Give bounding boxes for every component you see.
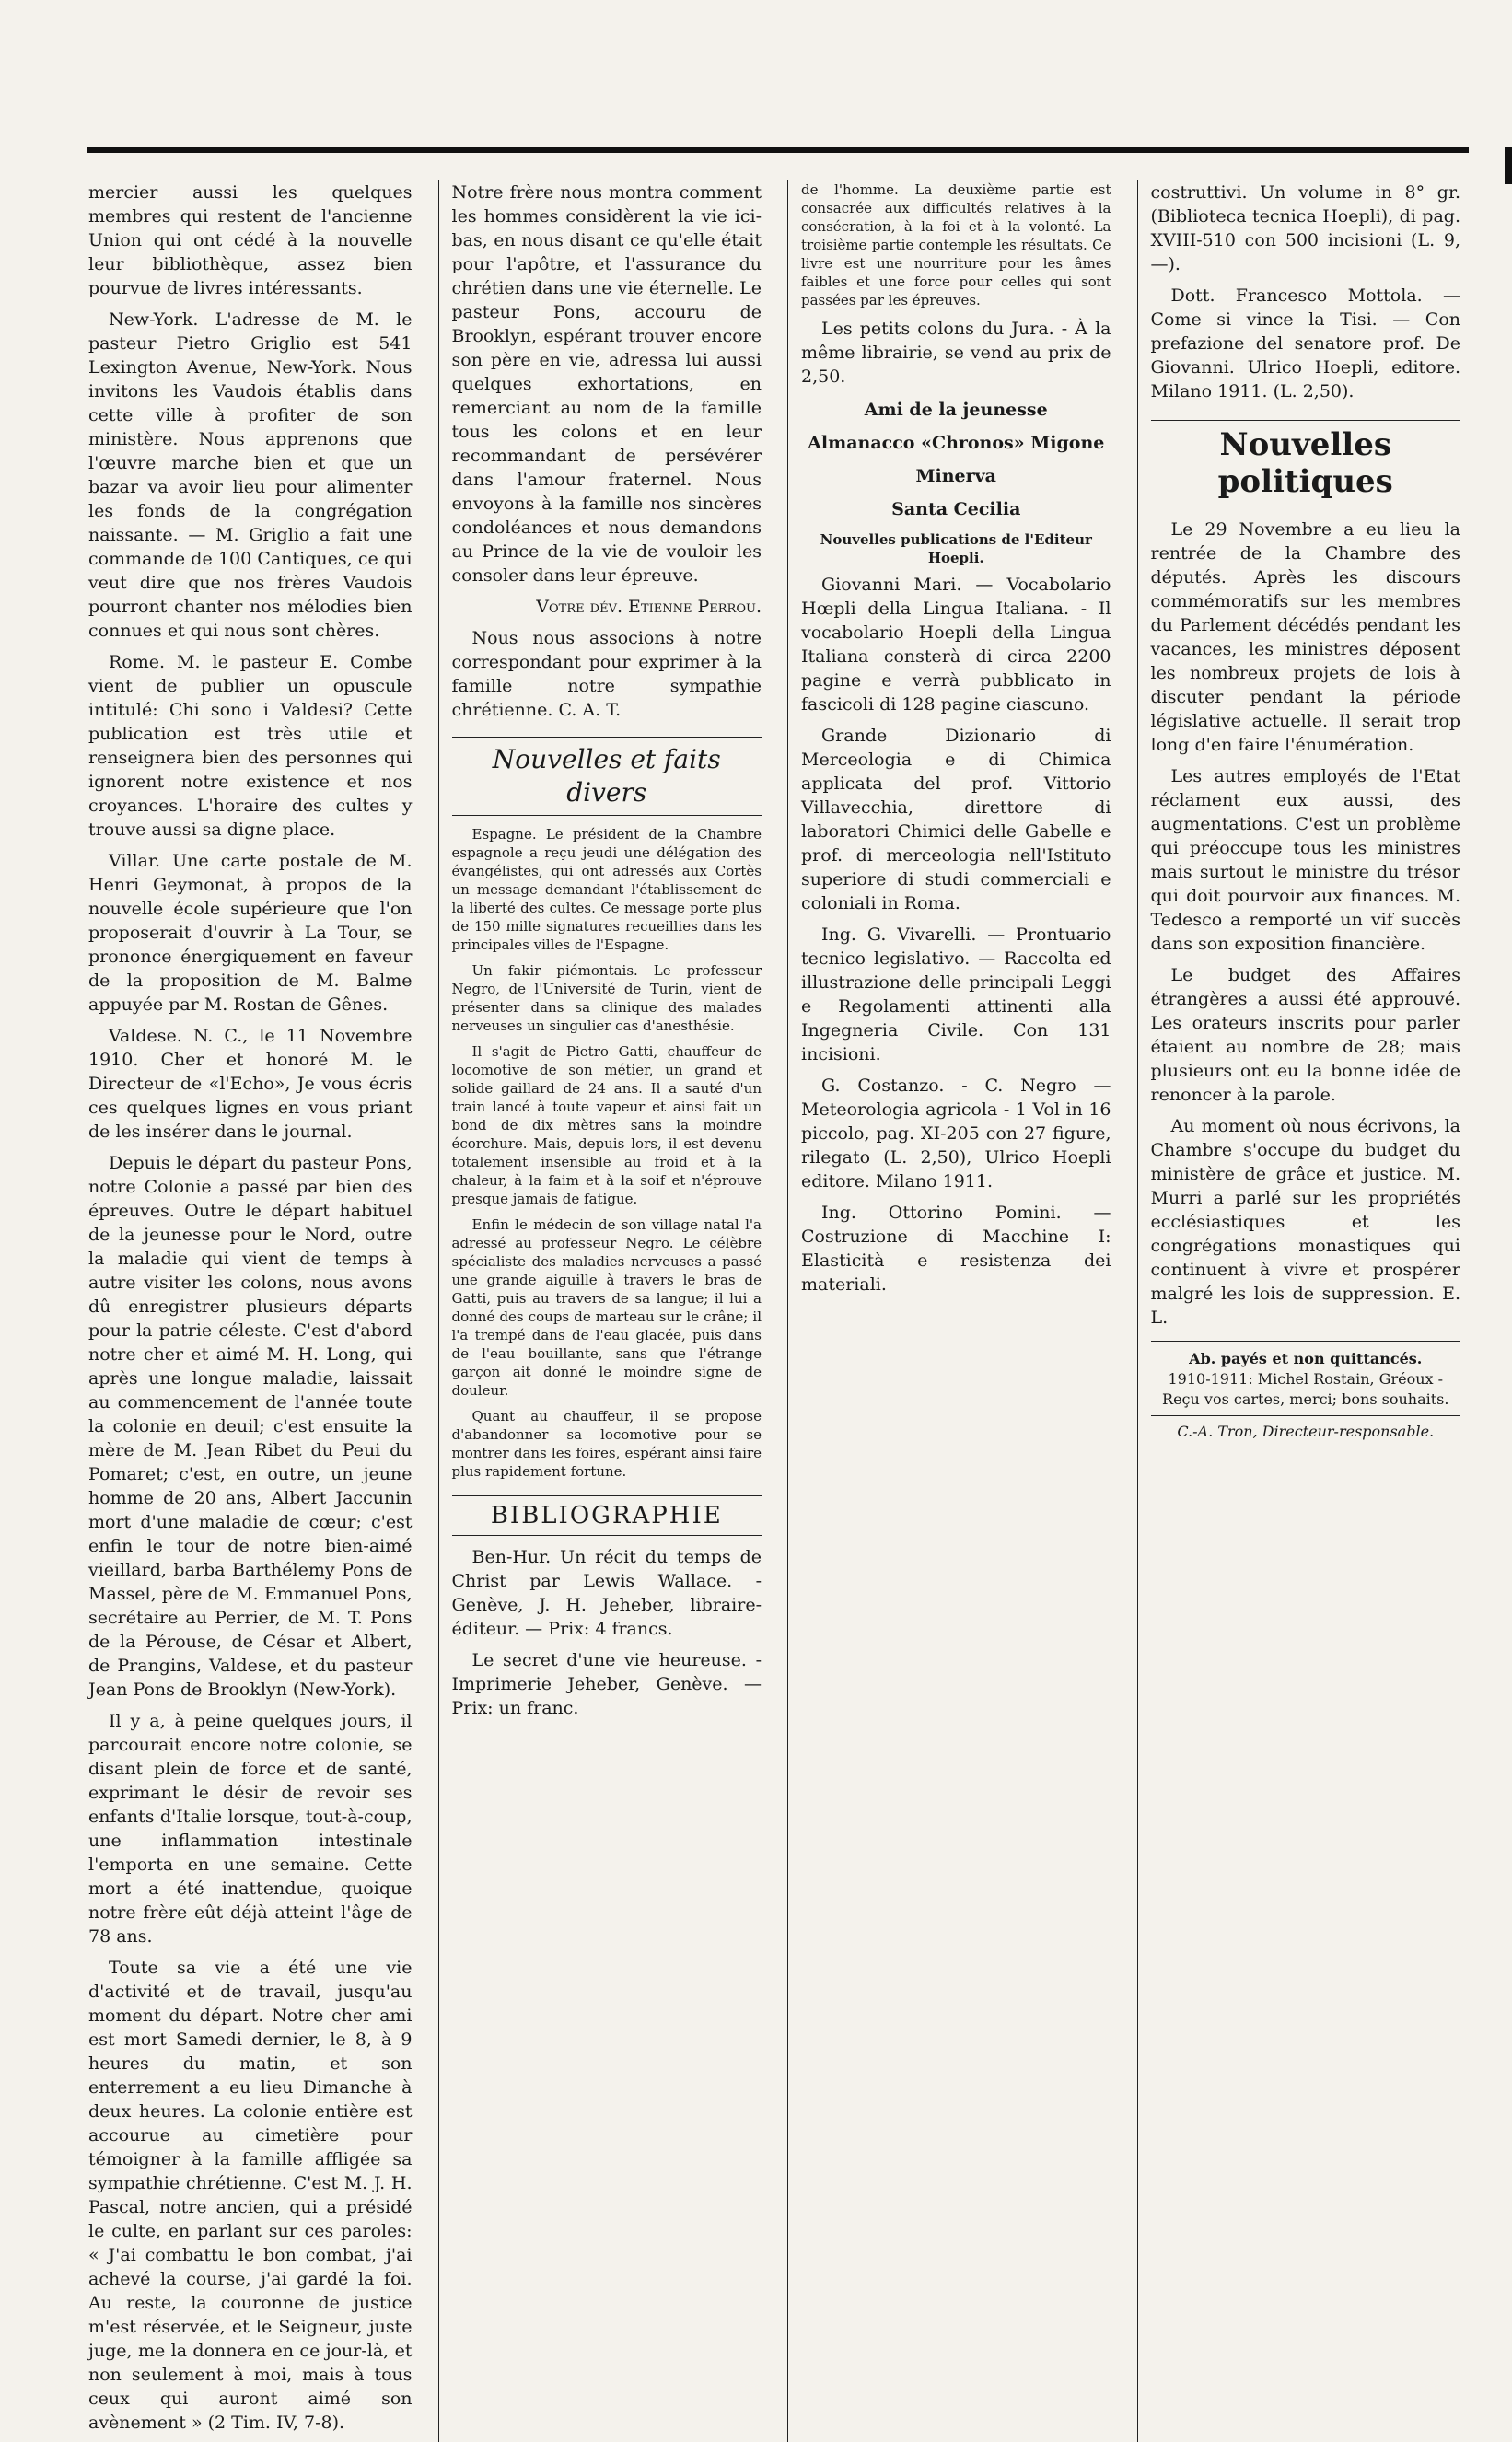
news-villar: Villar. Une carte postale de M. Henri Geymonat, à propos de la nouvelle école supérieure que l'on proposerait d'ouvrir à La Tour, se prononce énergiquement en faveur de la proposition de M. Balme appuyée par M. Rostan de Gênes. — [88, 851, 413, 1015]
book-entry: Grande Dizionario di Merceologia e di Chimica applicata del prof. Vittorio Villavecchia, direttore di laboratori Chimici delle Gabelle e prof. di merceologia nell'Istituto superiore di studi commerciali e coloniali in Roma. — [801, 726, 1111, 913]
letter-signature: Votre dév. Etienne Perrou. — [536, 597, 762, 617]
article-paragraph: mercier aussi les quelques membres qui restent de l'ancienne Union qui ont cédé à la nouvelle leur bibliothèque, assez bien pourvue de livres intéressants. — [88, 182, 413, 298]
letter-paragraph: Toute sa vie a été une vie d'activité et de travail, jusqu'au moment du départ. Notre cher ami est mort Samedi dernier, le 8, à 9 heures du matin, et son enterrement a eu lieu Dimanche à deux heures. La colonie entière est accourue au cimetière pour témoigner à la famille affligée sa sympathie chrétienne. C'est M. J. H. Pascal, notre ancien, qui a présidé le culte, en parlant sur ces paroles: « J'ai combattu le bon combat, j'ai achevé la course, j'ai gardé la foi. Au reste, la couronne de justice m'est réservée, et le Seigneur, juste juge, me la donnera en ce jour-là, et non seulement à moi, mais à tous ceux qui auront aimé son avènement » (2 Tim. IV, 7-8). — [88, 1958, 413, 2433]
footer-note: 1910-1911: Michel Rostain, Gréoux - Reçu vos cartes, merci; bons souhaits. — [1162, 1370, 1449, 1408]
periodical-title: Santa Cecilia — [891, 499, 1021, 519]
politics-paragraph: Le 29 Novembre a eu lieu la rentrée de la Chambre des députés. Après les discours commémoratifs sur les membres du Parlement décédés pendant les vacances, les ministres déposent les nombreux projets de lois à discuter pendant la période législative actuelle. Il serait trop long d'en faire l'énumération. — [1150, 519, 1460, 755]
director-signature: C.-A. Tron, Directeur-responsable. — [1151, 1415, 1461, 1442]
politics-paragraph: Les autres employés de l'Etat réclament eux aussi, des augmentations. C'est un problème qui préoccupe tous les ministres mais surtout le ministre du trésor qui doit pourvoir aux finances. M. Tedesco a remporté un vif succès dans son exposition financière. — [1150, 766, 1460, 954]
book-entry: Ben-Hur. Un récit du temps de Christ par Lewis Wallace. - Genève, J. H. Jeheber, libraire-éditeur. — Prix: 4 francs. — [451, 1547, 762, 1639]
book-description: de l'homme. La deuxième partie est consacrée aux difficultés relatives à la consécration, à la foi et à la volonté. La troisième partie contemple les résultats. Ce livre est une nourriture pour les âmes faibles et une force pour celles qui sont passées par les épreuves. — [801, 181, 1111, 308]
letter-paragraph: Depuis le départ du pasteur Pons, notre Colonie a passé par bien des épreuves. Outre le départ habituel de la jeunesse pour le Nord, outre la maladie qui vient de temps à autre visiter les colons, nous avons dû enregistrer plusieurs départs pour la patrie céleste. C'est d'abord notre cher et aimé M. H. Long, qui après une longue maladie, laissait au commencement de l'année toute la colonie en deuil; c'est ensuite la mère de M. Jean Ribet du Peui du Pomaret; c'est, en outre, un jeune homme de 20 ans, Albert Jaccunin mort d'une maladie de cœur; c'est enfin le tour de notre bien-aimé vieillard, barba Barthélemy Pons de Massel, père de M. Emmanuel Pons, secrétaire au Perrier, de M. T. Pons de la Pérouse, de César et Albert, de Prangins, Valdese, et du pasteur Jean Pons de Brooklyn (New-York). — [88, 1153, 413, 1700]
periodical-title: Minerva — [915, 466, 996, 486]
book-entry: Ing. G. Vivarelli. — Prontuario tecnico legislativo. — Raccolta ed illustrazione delle principali Leggi e Regolamenti attinenti alla Ingegneria Civile. Con 131 incisioni. — [801, 924, 1111, 1064]
section-heading-bibliographie: BIBLIOGRAPHIE — [452, 1495, 762, 1536]
book-entry: Les petits colons du Jura. - À la même librairie, se vend au prix de 2,50. — [801, 319, 1111, 387]
book-entry: G. Costanzo. - C. Negro — Meteorologia agricola - 1 Vol in 16 piccolo, pag. XI-205 con 27 figure, rilegato (L. 2,50), Ulrico Hoepli editore. Milano 1911. — [801, 1076, 1111, 1192]
book-entry: Ing. Ottorino Pomini. — Costruzione di Macchine I: Elasticità e resistenza dei materiali. — [801, 1203, 1111, 1295]
column-1 — [88, 180, 422, 2442]
letter-paragraph: Notre frère nous montra comment les hommes considèrent la vie ici-bas, en nous disant ce qu'elle était pour l'apôtre, et l'assurance du chrétien dans une vie éternelle. Le pasteur Pons, accouru de Brooklyn, espérant trouver encore son père en vie, adressa lui aussi quelques exhortations, en remerciant au nom de la famille tous les colons et en leur recommandant de persévérer dans l'amour fraternel. Nous envoyons à la famille nos sincères condoléances et nous demandons au Prince de la vie de vouloir les consoler dans leur épreuve. — [451, 182, 762, 586]
news-new-york: New-York. L'adresse de M. le pasteur Pietro Griglio est 541 Lexington Avenue, New-York. Nous invitons les Vaudois établis dans cette ville à profiter de son ministère. Nous apprenons que l'œuvre marche bien et que un bazar va avoir lieu pour alimenter les fonds de la congrégation naissante. — M. Griglio a fait une commande de 100 Cantiques, ce qui veut dire que nos frères Vaudois pourront chanter nos mélodies bien connues et qui nous sont chères. — [88, 309, 413, 641]
section-heading-hoepli: Nouvelles publications de l'Editeur Hoepli. — [820, 531, 1092, 566]
news-fakir: Un fakir piémontais. Le professeur Negro, de l'Université de Turin, vient de présenter dans sa clinique des malades nerveuses un singulier cas d'anesthésie. — [451, 962, 762, 1034]
news-rome: Rome. M. le pasteur E. Combe vient de publier un opuscule intitulé: Chi sono i Valdesi? Cette publication est très utile et renseignera bien des personnes qui ignorent notre existence et nos croyances. L'horaire des cultes y trouve aussi sa digne place. — [88, 652, 413, 840]
book-entry: Le secret d'une vie heureuse. - Imprimerie Jeheber, Genève. — Prix: un franc. — [451, 1650, 762, 1718]
politics-paragraph: Le budget des Affaires étrangères a aussi été approuvé. Les orateurs inscrits pour parler étaient au nombre de 28; mais plusieurs ont eu la bonne idée de renoncer à la parole. — [1150, 965, 1460, 1105]
book-entry: Dott. Francesco Mottola. — Come si vince la Tisi. — Con prefazione del senatore prof. De Giovanni. Ulrico Hoepli, editore. Milano 1911. (L. 2,50). — [1150, 285, 1460, 401]
letter-valdese-header: Valdese. N. C., le 11 Novembre 1910. Cher et honoré M. le Directeur de «l'Echo», Je vous écris ces quelques lignes en vous priant de les insérer dans le journal. — [88, 1026, 413, 1142]
news-paragraph: Quant au chauffeur, il se propose d'abandonner sa locomotive pour se montrer dans les foires, espérant ainsi faire plus rapidement fortune. — [451, 1408, 762, 1480]
news-paragraph: Il s'agit de Pietro Gatti, chauffeur de locomotive de son métier, un grand et solide gaillard de 24 ans. Il a sauté d'un train lancé à toute vapeur et ainsi fait un bond de dix mètres sans la moindre écorchure. Mais, depuis lors, il est devenu totalement insensible au froid et à la chaleur, à la faim et à la soif et n'éprouve presque jamais de fatigue. — [451, 1043, 762, 1207]
column-3 — [787, 180, 1121, 2442]
column-2 — [438, 180, 772, 2442]
periodical-title: Ami de la jeunesse — [864, 400, 1048, 420]
letter-paragraph: Il y a, à peine quelques jours, il parcourait encore notre colonie, se disant plein de force et de santé, exprimant le désir de revoir ses enfants d'Italie lorsque, tout-à-coup, une inflammation intestinale l'emporta en une semaine. Cette mort a été inattendue, quoique notre frère eût déjà atteint l'âge de 78 ans. — [88, 1711, 413, 1947]
section-heading-politiques: Nouvelles politiques — [1151, 420, 1461, 506]
top-rule — [87, 147, 1469, 153]
book-entry: costruttivi. Un volume in 8° gr. (Biblioteca tecnica Hoepli), di pag. XVIII-510 con 500 incisioni (L. 9,—). — [1150, 182, 1460, 274]
editor-note: Nous nous associons à notre correspondant pour exprimer à la famille notre sympathie chrétienne. C. A. T. — [451, 628, 762, 720]
edge-mark — [1505, 147, 1512, 184]
book-entry: Giovanni Mari. — Vocabolario Hœpli della Lingua Italiana. - Il vocabolario Hoepli della Lingua Italiana consterà di circa 2200 pagine e verrà pubblicato in fascicoli di 128 pagine ciascuno. — [801, 575, 1111, 715]
column-4 — [1137, 180, 1471, 2442]
politics-paragraph: Au moment où nous écrivons, la Chambre s'occupe du budget du ministère de grâce et justice. M. Murri a parlé sur les propriétés ecclésiastiques et les congrégations monastiques qui continuent à vivre et prospérer malgré les lois de suppression. E. L. — [1150, 1116, 1460, 1328]
footer — [1151, 1341, 1461, 1442]
periodical-title: Almanacco «Chronos» Migone — [808, 433, 1105, 453]
news-paragraph: Enfin le médecin de son village natal l'a adressé au professeur Negro. Le célèbre spécialiste des maladies nerveuses a passé une grande aiguille à travers le bras de Gatti, puis au travers de sa langue; il lui a donné des coups de marteau sur le crâne; il l'a trempé dans de l'eau glacée, puis dans de l'eau bouillante, sans que l'étrange garçon ait donné le moindre signe de douleur. — [451, 1216, 762, 1399]
columns — [88, 180, 1470, 2433]
news-espagne: Espagne. Le président de la Chambre espagnole a reçu jeudi une délégation des évangélistes, qui ont adressés aux Cortès un message demandant l'établissement de la liberté des cultes. Ce message porte plus de 150 mille signatures recueillies dans les principales villes de l'Espagne. — [451, 826, 762, 953]
footer-heading: Ab. payés et non quittancés. — [1189, 1350, 1423, 1367]
section-heading-faits-divers: Nouvelles et faits divers — [452, 737, 762, 816]
